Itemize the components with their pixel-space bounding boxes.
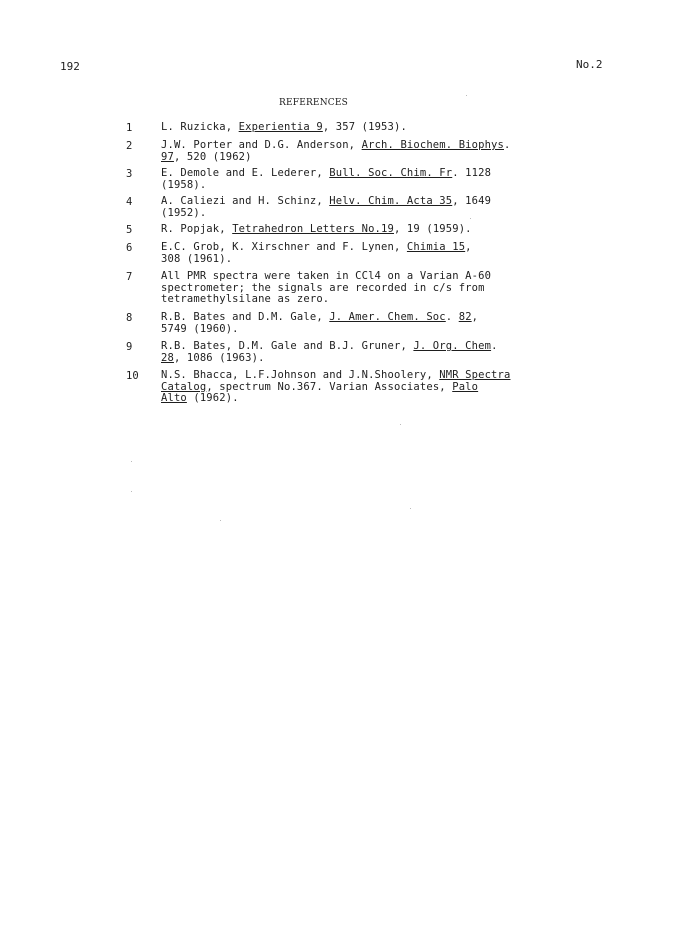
reference-text — [161, 196, 561, 219]
scan-speck — [470, 218, 471, 219]
reference-segment: R. Popjak, — [161, 223, 233, 235]
reference-number: 10 — [126, 370, 139, 382]
reference-text — [161, 312, 561, 335]
reference-citation: Arch. Biochem. Biophys — [361, 139, 504, 151]
reference-segment: , 520 (1962) — [173, 150, 252, 163]
reference-citation: Tetrahedron Letters No.19 — [232, 223, 394, 235]
reference-text — [161, 242, 561, 265]
scan-speck — [220, 520, 221, 521]
reference-segment: , spectrum No.367. Varian Associates, — [206, 380, 453, 393]
scan-speck — [400, 424, 401, 425]
reference-citation: 28 — [161, 351, 174, 364]
reference-segment: , 19 (1959). — [393, 223, 472, 235]
scan-speck — [410, 508, 411, 509]
reference-text — [161, 122, 561, 134]
reference-segment: . — [445, 311, 459, 323]
reference-number: 2 — [126, 140, 133, 152]
reference-number: 8 — [126, 312, 133, 324]
reference-segment: , 308 (1961). — [161, 241, 472, 265]
reference-citation: Palo — [452, 380, 479, 393]
reference-number: 5 — [126, 224, 133, 236]
reference-segment: A. Caliezi and H. Schinz, — [161, 195, 330, 207]
reference-citation: 97 — [161, 150, 174, 163]
reference-segment: L. Ruzicka, — [161, 121, 239, 133]
reference-segment: , 5749 (1960). — [161, 311, 479, 335]
reference-segment: N.S. Bhacca, L.F.Johnson and J.N.Shoolery, — [161, 369, 440, 381]
reference-segment: E. Demole and E. Lederer, — [161, 167, 330, 179]
reference-segment: . — [491, 340, 498, 352]
issue-number: No.2 — [576, 58, 603, 71]
page-number: 192 — [60, 60, 80, 73]
reference-citation: Catalog — [161, 380, 207, 393]
reference-number: 9 — [126, 341, 133, 353]
reference-segment: (1962). — [186, 392, 239, 404]
reference-text — [161, 341, 561, 364]
reference-text — [161, 140, 561, 163]
scan-speck — [466, 95, 467, 96]
reference-citation: Experientia 9 — [238, 121, 323, 133]
reference-number: 7 — [126, 271, 133, 283]
reference-segment: R.B. Bates and D.M. Gale, — [161, 311, 330, 323]
reference-citation: Alto — [161, 392, 187, 404]
reference-segment: . 1128 (1958). — [161, 167, 492, 191]
reference-citation: 82 — [458, 311, 472, 323]
reference-text — [161, 271, 561, 306]
reference-citation: NMR Spectra — [439, 369, 511, 381]
reference-segment: E.C. Grob, K. Xirschner and F. Lynen, — [161, 241, 407, 253]
reference-citation: Helv. Chim. Acta 35 — [329, 195, 453, 207]
reference-segment: R.B. Bates, D.M. Gale and B.J. Gruner, — [161, 340, 414, 352]
scan-speck — [131, 461, 132, 462]
scan-speck — [131, 491, 132, 492]
reference-text — [161, 370, 561, 405]
reference-segment: , 1649 (1952). — [161, 195, 492, 219]
reference-segment: All PMR spectra were taken in CCl4 on a Varian A-60 spectrometer; the signals are recorded in c/s from tetramethylsilane as zero. — [161, 270, 492, 305]
reference-segment: . — [504, 139, 511, 151]
reference-number: 6 — [126, 242, 133, 254]
reference-number: 1 — [126, 122, 133, 134]
reference-segment: , 1086 (1963). — [173, 351, 265, 364]
references-heading: REFERENCES — [279, 98, 349, 108]
reference-text — [161, 168, 561, 191]
reference-number: 4 — [126, 196, 133, 208]
reference-citation: Bull. Soc. Chim. Fr — [329, 167, 453, 179]
reference-citation: Chimia 15 — [406, 241, 466, 253]
reference-citation: J. Org. Chem — [413, 340, 492, 352]
reference-citation: J. Amer. Chem. Soc — [329, 311, 446, 323]
reference-segment: , 357 (1953). — [322, 121, 407, 133]
reference-segment: J.W. Porter and D.G. Anderson, — [161, 139, 362, 151]
reference-text — [161, 224, 561, 236]
reference-number: 3 — [126, 168, 133, 180]
